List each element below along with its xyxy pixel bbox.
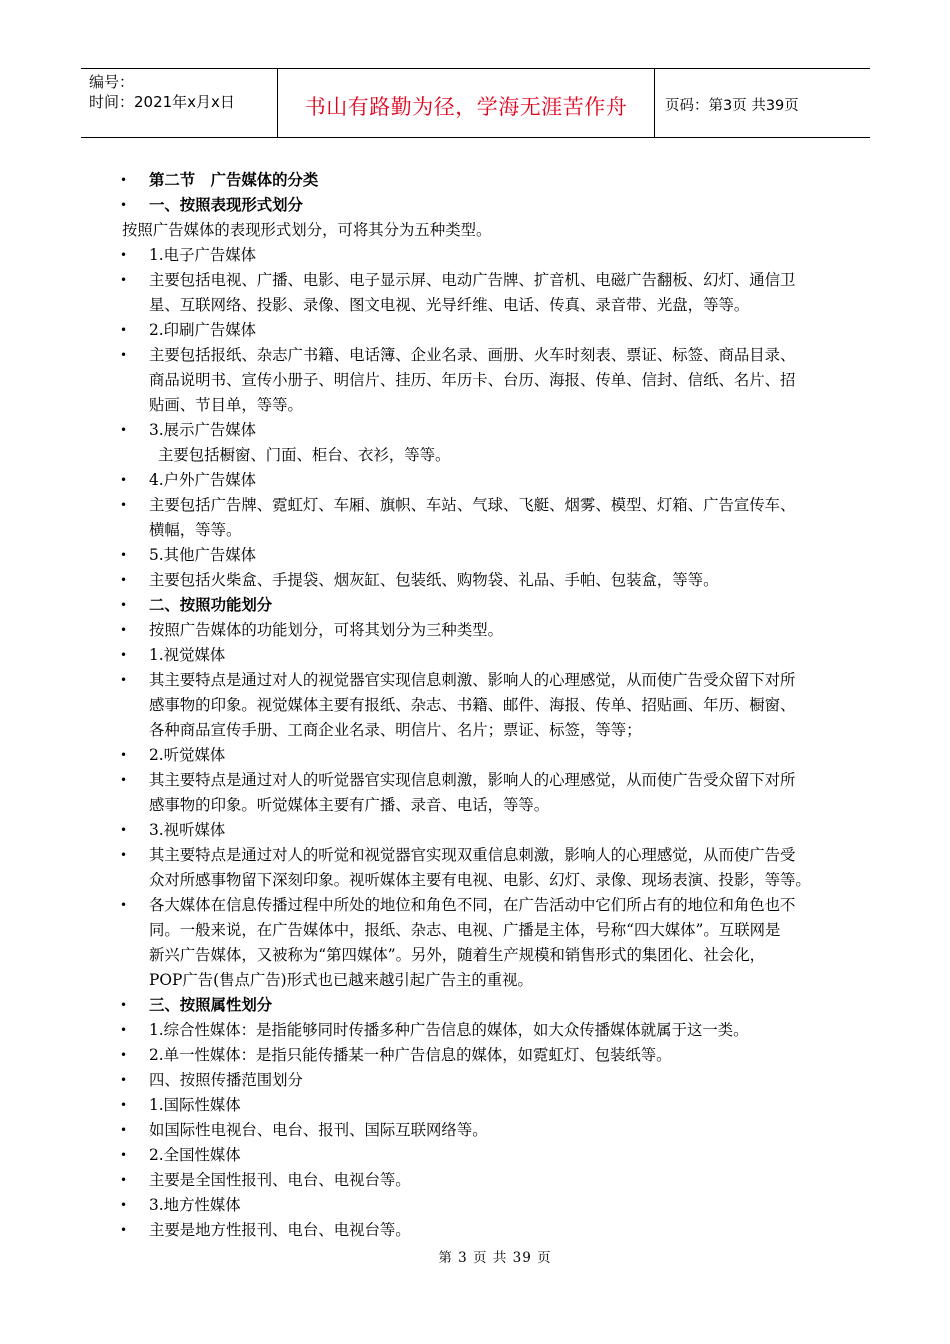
text-line	[0, 1193, 950, 1218]
line-text: 按照广告媒体的功能划分，可将其划分为三种类型。	[149, 621, 503, 639]
text-line	[0, 493, 950, 518]
line-text: 商品说明书、宣传小册子、明信片、挂历、年历卡、台历、海报、传单、信封、信纸、名片、招	[149, 371, 796, 389]
bullet-icon: •	[120, 423, 128, 437]
text-line	[0, 718, 950, 743]
line-text: 新兴广告媒体，又被称为“第四媒体”。另外，随着生产规模和销售形式的集团化、社会化，	[149, 946, 765, 964]
header-page-cell	[655, 69, 870, 137]
motto-text: 书山有路勤为径，学海无涯苦作舟	[304, 95, 628, 119]
text-line	[0, 968, 950, 993]
text-line	[0, 768, 950, 793]
bullet-icon: •	[120, 623, 128, 637]
text-line	[0, 943, 950, 968]
text-line	[0, 818, 950, 843]
line-text: 1.视觉媒体	[149, 646, 226, 664]
line-text: 一、按照表现形式划分	[149, 196, 303, 214]
line-text: 主要包括火柴盒、手提袋、烟灰缸、包装纸、购物袋、礼品、手帕、包装盒，等等。	[149, 571, 719, 589]
bullet-icon: •	[120, 1148, 128, 1162]
code-label: 编号：	[89, 73, 135, 91]
text-line	[0, 343, 950, 368]
line-text: 4.户外广告媒体	[149, 471, 257, 489]
bullet-icon: •	[120, 648, 128, 662]
bullet-icon: •	[120, 773, 128, 787]
bullet-icon: •	[120, 198, 128, 212]
line-text: 按照广告媒体的表现形式划分，可将其分为五种类型。	[122, 221, 492, 239]
line-text: 感事物的印象。视觉媒体主要有报纸、杂志、书籍、邮件、海报、传单、招贴画、年历、橱窗、	[149, 696, 796, 714]
bullet-icon: •	[120, 673, 128, 687]
text-line	[0, 293, 950, 318]
text-line	[0, 518, 950, 543]
line-text: 同。一般来说，在广告媒体中，报纸、杂志、电视、广播是主体，号称“四大媒体”。互联网是	[149, 921, 781, 939]
bullet-icon: •	[120, 1098, 128, 1112]
text-line	[0, 693, 950, 718]
text-line	[0, 468, 950, 493]
text-line	[0, 318, 950, 343]
line-text: 1.综合性媒体：是指能够同时传播多种广告信息的媒体，如大众传播媒体就属于这一类。	[149, 1021, 749, 1039]
bullet-icon: •	[120, 1223, 128, 1237]
line-text: 主要是地方性报刊、电台、电视台等。	[149, 1221, 411, 1239]
text-line	[0, 543, 950, 568]
line-text: 主要是全国性报刊、电台、电视台等。	[149, 1171, 411, 1189]
line-text: 众对所感事物留下深刻印象。视听媒体主要有电视、电影、幻灯、录像、现场表演、投影，等等。	[149, 871, 811, 889]
line-text: 主要包括电视、广播、电影、电子显示屏、电动广告牌、扩音机、电磁广告翻板、幻灯、通信卫	[149, 271, 796, 289]
line-text: 其主要特点是通过对人的听觉器官实现信息刺激，影响人的心理感觉，从而使广告受众留下对所	[149, 771, 796, 789]
line-text: 星、互联网络、投影、录像、图文电视、光导纤维、电话、传真、录音带、光盘，等等。	[149, 296, 750, 314]
text-line	[0, 1143, 950, 1168]
text-line	[0, 1118, 950, 1143]
text-line	[0, 1043, 950, 1068]
bullet-icon: •	[120, 573, 128, 587]
text-line	[0, 868, 950, 893]
bullet-icon: •	[120, 248, 128, 262]
bullet-icon: •	[120, 898, 128, 912]
line-text: 各大媒体在信息传播过程中所处的地位和角色不同，在广告活动中它们所占有的地位和角色也不	[149, 896, 796, 914]
bullet-icon: •	[120, 1198, 128, 1212]
page-header	[81, 68, 870, 138]
line-text: 3.地方性媒体	[149, 1196, 241, 1214]
line-text: 主要包括橱窗、门面、柜台、衣衫，等等。	[158, 446, 451, 464]
line-text: 1.国际性媒体	[149, 1096, 241, 1114]
bullet-icon: •	[120, 173, 128, 187]
line-text: 2.印刷广告媒体	[149, 321, 257, 339]
bullet-icon: •	[120, 998, 128, 1012]
bullet-icon: •	[120, 1073, 128, 1087]
text-line	[0, 1018, 950, 1043]
text-line	[0, 1168, 950, 1193]
line-text: 各种商品宣传手册、工商企业名录、明信片、名片；票证、标签，等等；	[149, 721, 642, 739]
header-meta-cell	[81, 69, 278, 137]
line-text: 1.电子广告媒体	[149, 246, 257, 264]
text-line	[0, 793, 950, 818]
bullet-icon: •	[120, 1048, 128, 1062]
text-line	[0, 668, 950, 693]
line-text: 2.单一性媒体：是指只能传播某一种广告信息的媒体，如霓虹灯、包装纸等。	[149, 1046, 672, 1064]
line-text: 2.听觉媒体	[149, 746, 226, 764]
bullet-icon: •	[120, 1023, 128, 1037]
text-line	[0, 918, 950, 943]
line-text: 横幅，等等。	[149, 521, 242, 539]
line-text: 感事物的印象。听觉媒体主要有广播、录音、电话，等等。	[149, 796, 550, 814]
bullet-icon: •	[120, 598, 128, 612]
date-label: 时间：2021年x月x日	[89, 93, 235, 111]
line-text: 如国际性电视台、电台、报刊、国际互联网络等。	[149, 1121, 488, 1139]
line-text: 3.展示广告媒体	[149, 421, 257, 439]
bullet-icon: •	[120, 548, 128, 562]
text-line	[0, 618, 950, 643]
text-line	[0, 843, 950, 868]
line-text: 主要包括报纸、杂志广书籍、电话簿、企业名录、画册、火车时刻表、票证、标签、商品目录、	[149, 346, 796, 364]
bullet-icon: •	[120, 1173, 128, 1187]
text-line	[0, 218, 950, 243]
line-text: 其主要特点是通过对人的视觉器官实现信息刺激、影响人的心理感觉，从而使广告受众留下对所	[149, 671, 796, 689]
bullet-icon: •	[120, 823, 128, 837]
text-line	[0, 993, 950, 1018]
text-line	[0, 743, 950, 768]
line-text: 二、按照功能划分	[149, 596, 273, 614]
header-motto-cell	[278, 69, 655, 137]
bullet-icon: •	[120, 273, 128, 287]
text-line	[0, 168, 950, 193]
line-text: 3.视听媒体	[149, 821, 226, 839]
document-body	[0, 168, 950, 1243]
line-text: 四、按照传播范围划分	[149, 1071, 303, 1089]
text-line	[0, 1093, 950, 1118]
bullet-icon: •	[120, 323, 128, 337]
text-line	[0, 568, 950, 593]
line-text: 2.全国性媒体	[149, 1146, 241, 1164]
text-line	[0, 268, 950, 293]
text-line	[0, 193, 950, 218]
text-line	[0, 418, 950, 443]
bullet-icon: •	[120, 748, 128, 762]
text-line	[0, 893, 950, 918]
text-line	[0, 1068, 950, 1093]
text-line	[0, 243, 950, 268]
text-line	[0, 393, 950, 418]
bullet-icon: •	[120, 348, 128, 362]
line-text: POP广告(售点广告)形式也已越来越引起广告主的重视。	[149, 971, 533, 989]
line-text: 第二节 广告媒体的分类	[149, 171, 319, 189]
bullet-icon: •	[120, 1123, 128, 1137]
text-line	[0, 643, 950, 668]
line-text: 其主要特点是通过对人的听觉和视觉器官实现双重信息刺激，影响人的心理感觉，从而使广告受	[149, 846, 796, 864]
text-line	[0, 368, 950, 393]
line-text: 主要包括广告牌、霓虹灯、车厢、旗帜、车站、气球、飞艇、烟雾、模型、灯箱、广告宣传车、	[149, 496, 796, 514]
line-text: 贴画、节目单，等等。	[149, 396, 303, 414]
text-line	[0, 1218, 950, 1243]
text-line	[0, 593, 950, 618]
line-text: 5.其他广告媒体	[149, 546, 257, 564]
text-line	[0, 443, 950, 468]
bullet-icon: •	[120, 848, 128, 862]
bullet-icon: •	[120, 473, 128, 487]
bullet-icon: •	[120, 498, 128, 512]
page-footer: 第 3 页 共 39 页	[438, 1250, 552, 1266]
page-info: 页码：第3页 共39页	[665, 98, 799, 114]
line-text: 三、按照属性划分	[149, 996, 273, 1014]
